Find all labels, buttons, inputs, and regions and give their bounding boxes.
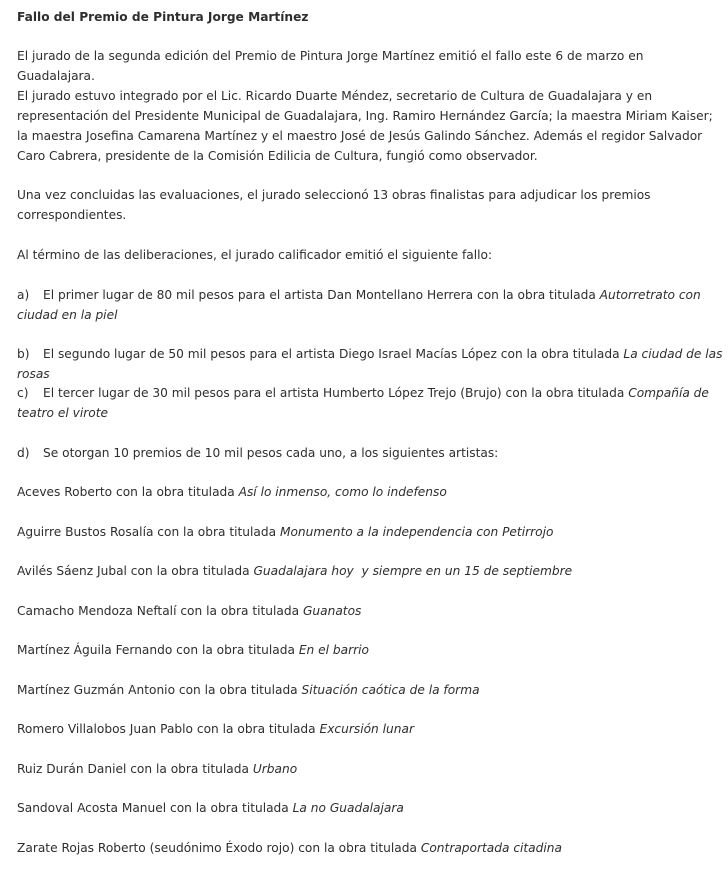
artist-work-title: Guanatos [302,604,362,618]
artist-text: Ruiz Durán Daniel con la obra titulada [17,762,253,776]
artist-text: Camacho Mendoza Neftalí con la obra titulada [17,604,303,618]
artist-text: Martínez Guzmán Antonio con la obra titulada [17,683,302,697]
artist-text: Martínez Águila Fernando con la obra titulada [17,643,299,657]
artist-item [17,601,723,621]
prize-item [17,285,723,325]
evaluation-paragraph: Una vez concluidas las evaluaciones, el jurado seleccionó 13 obras finalistas para adjudicar los premios correspondientes. [17,188,651,222]
artist-text: Zarate Rojas Roberto (seudónimo Éxodo rojo) con la obra titulada [17,841,421,855]
prize-text: El segundo lugar de 50 mil pesos para el artista Diego Israel Macías López con la obra titulada [43,347,624,361]
prize-label: a) [17,288,30,302]
prize-label: d) [17,446,30,460]
artist-work-title: En el barrio [298,643,369,657]
prize-text: Se otorgan 10 premios de 10 mil pesos cada uno, a los siguientes artistas: [43,446,499,460]
artist-work-title: Guadalajara hoy y siempre en un 15 de septiembre [253,564,573,578]
artist-work-title: Urbano [252,762,298,776]
artist-item [17,680,723,700]
artist-work-title: La no Guadalajara [292,801,404,815]
prize-item [17,383,723,423]
artist-item [17,522,723,542]
artist-work-title: Así lo inmenso, como lo indefenso [238,485,447,499]
artist-item [17,640,723,660]
artist-text: Aceves Roberto con la obra titulada [17,485,239,499]
jury-paragraph: El jurado estuvo integrado por el Lic. Ricardo Duarte Méndez, secretario de Cultura de Guadalajara y en representación del Presidente Municipal de Guadalajara, Ing. Ramiro Hernández García; la maestra Miriam Kaiser; la maestra Josefina Camarena Martínez y el maestro José de Jesús Galindo Sánchez. Además el regidor Salvador Caro Cabrera, presidente de la Comisión Edilicia de Cultura, fungió como observador. [17,89,713,163]
artist-item [17,759,723,779]
prize-label: c) [17,386,29,400]
prize-label: b) [17,347,30,361]
artist-item [17,719,723,739]
prize-item [17,344,723,384]
artist-item [17,482,723,502]
artist-item [17,838,723,858]
deliberation-paragraph: Al término de las deliberaciones, el jurado calificador emitió el siguiente fallo: [17,248,493,262]
artist-work-title: Contraportada citadina [420,841,562,855]
artist-text: Romero Villalobos Juan Pablo con la obra titulada [17,722,320,736]
artist-work-title: Excursión lunar [319,722,414,736]
artist-text: Aguirre Bustos Rosalía con la obra titulada [17,525,280,539]
prize-work-title: Compañía de teatro el virote [17,386,709,420]
artist-item [17,798,723,818]
prize-text: El tercer lugar de 30 mil pesos para el artista Humberto López Trejo (Brujo) con la obra titulada [43,386,629,400]
artist-item [17,561,723,581]
prize-work-title: Autorretrato con ciudad en la piel [17,288,701,322]
artist-text: Sandoval Acosta Manuel con la obra titulada [17,801,293,815]
prize-text: El primer lugar de 80 mil pesos para el artista Dan Montellano Herrera con la obra titulada [43,288,600,302]
document-title: Fallo del Premio de Pintura Jorge Martínez [17,10,309,24]
intro-paragraph: El jurado de la segunda edición del Premio de Pintura Jorge Martínez emitió el fallo este 6 de marzo en Guadalajara. [17,49,644,83]
prize-work-title: La ciudad de las rosas [17,347,723,381]
artist-work-title: Situación caótica de la forma [301,683,480,697]
artist-work-title: Monumento a la independencia con Petirrojo [279,525,554,539]
prize-item [17,443,723,463]
artist-text: Avilés Sáenz Jubal con la obra titulada [17,564,254,578]
